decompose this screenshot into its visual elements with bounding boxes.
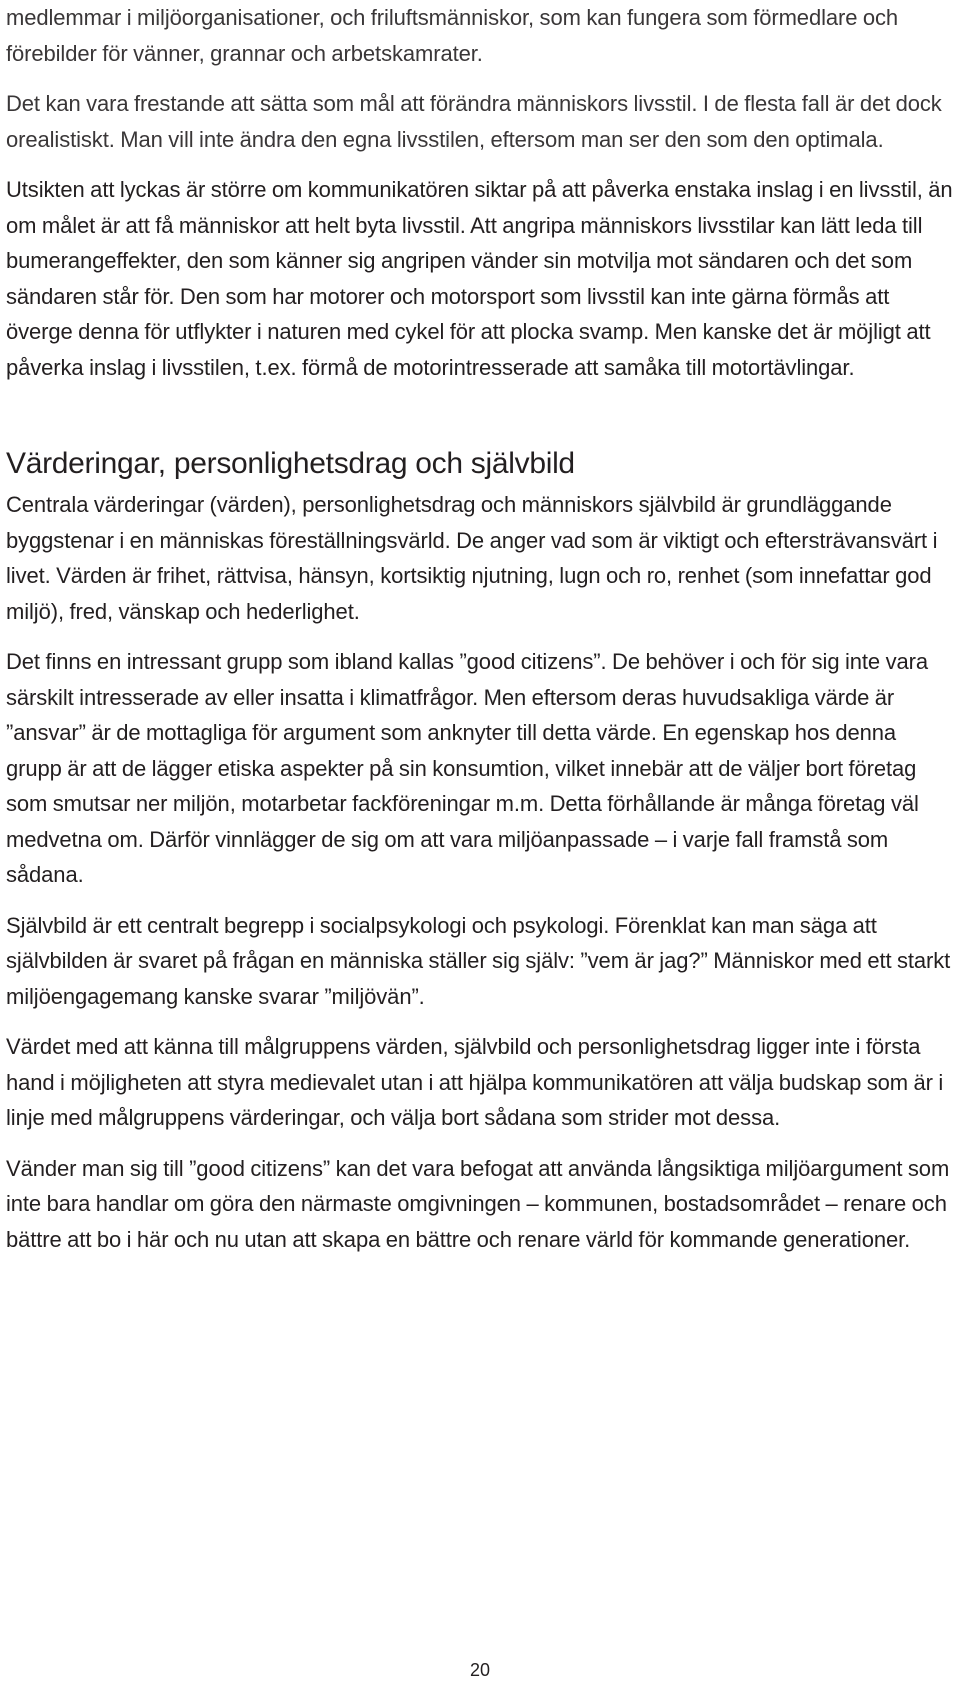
page-number: 20 [469,1660,491,1680]
paragraph-good-citizens: Det finns en intressant grupp som ibland kallas ”good citizens”. De behöver i och för sig inte vara särskilt intresserade av eller insatta i klimatfrågor. Men eftersom deras huvudsakliga värde är ”ansvar” är de mottagliga för argument som anknyter till detta värde. En egenskap hos denna grupp är att de lägger etiska aspekter på sin konsumtion, vilket innebär att de väljer bort företag som smutsar ner miljön, motarbetar fackföreningar m.m. Detta förhållande är många företag väl medvetna om. Därför vinnlägger de sig om att vara miljöanpassade – i varje fall framstå som sådana. [6,649,928,887]
paragraph-self-image: Självbild är ett centralt begrepp i socialpsykologi och psykologi. Förenklat kan man säga att självbilden är svaret på frågan en människa ställer sig själv: ”vem är jag?” Människor med ett starkt miljöengagemang kanske svarar ”miljövän”. [6,912,951,1009]
paragraph-lifestyle-influence: Utsikten att lyckas är större om kommunikatören siktar på att påverka enstaka inslag i en livsstil, än om målet är att få människor att helt byta livsstil. Att angripa människors livsstilar kan lätt leda till bumerangeffekter, den som känner sig angripen vänder sin motvilja mot sändaren och det som sändaren står för. Den som har motorer och motorsport som livsstil kan inte gärna förmås att överge denna för utflykter i naturen med cykel för att plocka svamp. Men kanske det är möjligt att påverka inslag i livsstilen, t.ex. förmå de motorintresserade att samåka till motortävlingar. [6,177,953,380]
paragraph-intro-continued: medlemmar i miljöorganisationer, och friluftsmänniskor, som kan fungera som förmedlare och förebilder för vänner, grannar och arbetskamrater. [6,5,899,66]
paragraph-long-term-arguments: Vänder man sig till ”good citizens” kan det vara befogat att använda långsiktiga miljöargument som inte bara handlar om göra den närmaste omgivningen – kommunen, bostadsområdet – renare och bättre att bo i här och nu utan att skapa en bättre och renare värld för kommande generationer. [6,1155,950,1252]
paragraph-target-group-value: Värdet med att känna till målgruppens värden, självbild och personlighetsdrag ligger inte i första hand i möjligheten att styra medievalet utan i att hjälpa kommunikatören att välja budskap som är i linje med målgruppens värderingar, och välja bort sådana som strider mot dessa. [6,1034,944,1130]
document-page [6,0,956,1257]
paragraph-values: Centrala värderingar (värden), personlighetsdrag och människors självbild är grundläggande byggstenar i en människas föreställningsvärld. De anger vad som är viktigt och eftersträvansvärt i livet. Värden är frihet, rättvisa, hänsyn, kortsiktig njutning, lugn och ro, renhet (som innefattar god miljö), fred, vänskap och hederlighet. [6,492,938,624]
section-heading: Värderingar, personlighetsdrag och självbild [6,447,575,480]
paragraph-lifestyle-goal: Det kan vara frestande att sätta som mål att förändra människors livsstil. I de flesta fall är det dock orealistiskt. Man vill inte ändra den egna livsstilen, eftersom man ser den som den optimala. [6,91,942,152]
